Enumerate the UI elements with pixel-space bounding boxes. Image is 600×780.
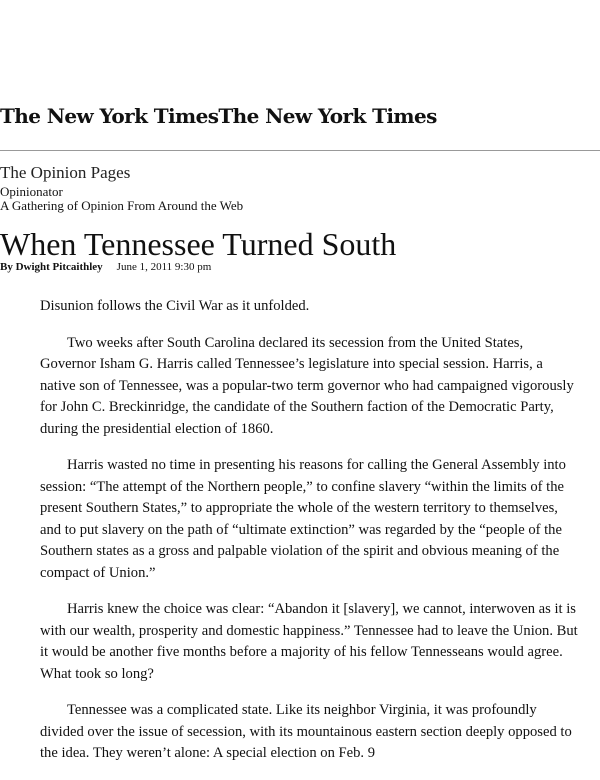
blog-name[interactable]: Opinionator xyxy=(0,184,63,199)
blog-tagline: A Gathering of Opinion From Around the Web xyxy=(0,198,244,213)
nyt-logo[interactable]: The New York Times xyxy=(0,104,219,128)
nyt-logo-repeat: The New York Times xyxy=(218,104,437,128)
article-body xyxy=(40,296,580,780)
section-title[interactable]: The Opinion Pages xyxy=(0,163,131,182)
masthead xyxy=(0,104,600,128)
article-paragraph: Harris wasted no time in presenting his reasons for calling the General Assembly into session: “The attempt of the Northern people,” to confine slavery “within the limits of the present Southern States,” to appropriate the whole of the western territory to themselves, and to put slavery on the path of “ultimate extinction” was regarded by the “people of the Southern states as a gross and palpable violation of the spirit and obvious meaning of the compact of Union.” xyxy=(40,457,566,581)
article-paragraph: Disunion follows the Civil War as it unfolded. xyxy=(40,298,310,314)
publish-date: June 1, 2011 9:30 pm xyxy=(116,261,212,273)
article-headline: When Tennessee Turned South xyxy=(0,226,397,262)
header-divider xyxy=(0,150,600,151)
byline xyxy=(0,261,211,273)
article-paragraph: Tennessee was a complicated state. Like its neighbor Virginia, it was profoundly divided over the issue of secession, with its mountainous eastern section deeply opposed to the idea. They weren’t alone: A special election on Feb. 9 xyxy=(40,702,572,761)
author-name[interactable]: By Dwight Pitcaithley xyxy=(0,261,103,273)
article-paragraph: Two weeks after South Carolina declared its secession from the United States, Governor Isham G. Harris called Tennessee’s legislature into special session. Harris, a native son of Tennessee, was a popular-two term governor who had campaigned vigorously for John C. Breckinridge, the candidate of the Southern faction of the Democratic Party, during the presidential election of 1860. xyxy=(40,334,574,437)
article-paragraph: Harris knew the choice was clear: “Abandon it [slavery], we cannot, interwoven as it is with our wealth, prosperity and domestic happiness.” Tennessee had to leave the Union. But it would be another five months before a majority of his fellow Tennesseans would agree. What took so long? xyxy=(40,601,578,682)
